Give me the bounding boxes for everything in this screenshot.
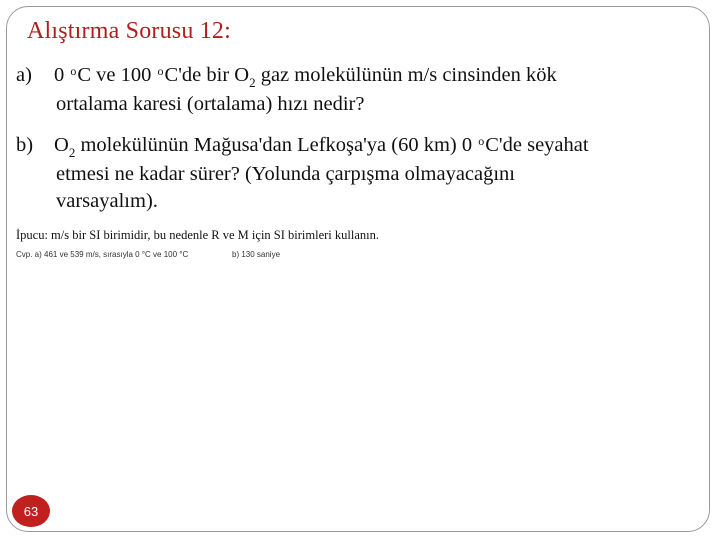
question-a-marker: a) bbox=[16, 64, 32, 86]
question-b-line-3: varsayalım). bbox=[56, 190, 158, 212]
question-b-text bbox=[54, 132, 694, 215]
question-b-line-2: etmesi ne kadar sürer? (Yolunda çarpışma olmayacağını bbox=[56, 163, 516, 185]
question-b-line-1: $O_2$ molekülünün Mağusa'dan Lefkoşa'ya (60 km) 0 $^o$C'de seyahat bbox=[54, 134, 589, 160]
page-number-badge bbox=[12, 495, 50, 527]
question-a-line-2: ortalama karesi (ortalama) hızı nedir? bbox=[56, 93, 365, 115]
page-number: 63 bbox=[23, 503, 39, 519]
question-a-text bbox=[54, 62, 694, 118]
hint-text: İpucu: m/s bir SI birimidir, bu nedenle R ve M için SI birimleri kullanın. bbox=[16, 228, 379, 242]
slide-title: Alıştırma Sorusu 12: bbox=[27, 18, 232, 44]
answer-b: b) 130 saniye bbox=[232, 250, 281, 259]
question-b-marker: b) bbox=[16, 134, 34, 156]
question-a-line-1: 0 $^o$C ve 100 $^o$C'de bir $O_2$ gaz molekülünün m/s cinsinden kök bbox=[54, 64, 557, 90]
answer-a: Cvp. a) 461 ve 539 m/s, sırasıyla 0 °C ve 100 °C bbox=[16, 250, 189, 259]
answer-line bbox=[16, 250, 281, 259]
